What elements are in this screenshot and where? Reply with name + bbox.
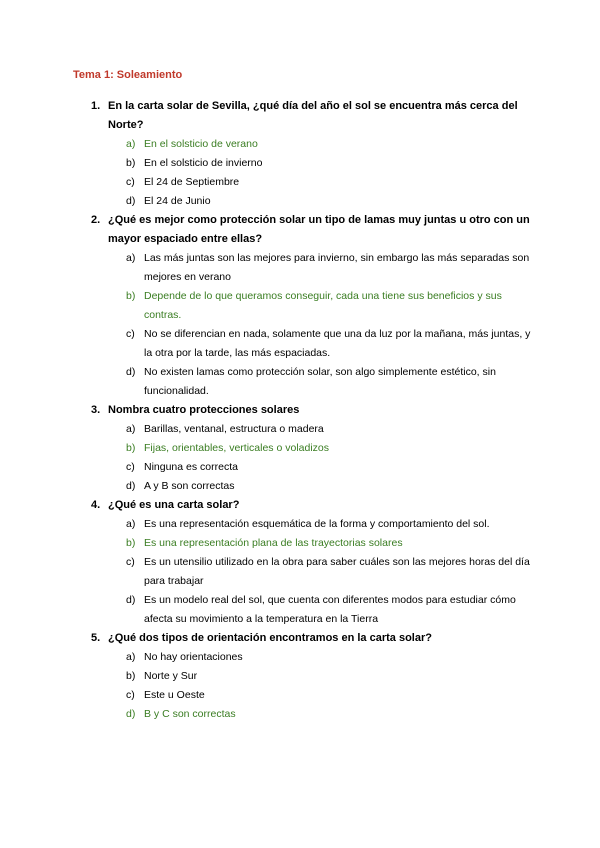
option-letter-wrap: [73, 363, 144, 401]
question-number: 1.: [91, 100, 101, 112]
option-item: [73, 154, 533, 173]
option-letter: c): [126, 556, 135, 568]
option-item: [73, 458, 533, 477]
question-heading: [73, 401, 533, 420]
option-letter-wrap: [73, 325, 144, 363]
question-text: En la carta solar de Sevilla, ¿qué día del año el sol se encuentra más cerca del Norte?: [108, 100, 518, 131]
option-letter-wrap: [73, 458, 144, 477]
option-text: Depende de lo que queramos conseguir, cada una tiene sus beneficios y sus contras.: [144, 290, 502, 321]
option-item-correct: [73, 705, 533, 724]
option-text: No se diferencian en nada, solamente que una da luz por la mañana, más juntas, y la otra por la tarde, las más espaciadas.: [144, 328, 531, 359]
option-letter-wrap: [73, 686, 144, 705]
option-letter: a): [126, 651, 136, 663]
option-item: [73, 553, 533, 591]
option-text: No hay orientaciones: [144, 651, 243, 663]
option-item: [73, 192, 533, 211]
option-text: Es una representación esquemática de la forma y comportamiento del sol.: [144, 518, 490, 530]
question-number: 2.: [91, 214, 101, 226]
question-heading: [73, 211, 533, 249]
question-list: [73, 97, 533, 724]
question-text: Nombra cuatro protecciones solares: [108, 404, 300, 416]
option-item-correct: [73, 135, 533, 154]
option-letter: a): [126, 138, 136, 150]
option-letter: c): [126, 461, 135, 473]
option-letter: c): [126, 328, 135, 340]
option-letter-wrap: [73, 420, 144, 439]
option-letter: d): [126, 195, 136, 207]
option-letter-wrap: [73, 667, 144, 686]
option-list: [73, 515, 533, 629]
option-letter-wrap: [73, 154, 144, 173]
option-letter: a): [126, 423, 136, 435]
option-letter: b): [126, 157, 136, 169]
question-heading: [73, 629, 533, 648]
option-letter-wrap: [73, 287, 144, 325]
option-item: [73, 648, 533, 667]
option-item-correct: [73, 287, 533, 325]
option-letter: b): [126, 290, 136, 302]
option-list: [73, 135, 533, 211]
option-item: [73, 173, 533, 192]
option-letter-wrap: [73, 705, 144, 724]
option-text: Es una representación plana de las trayectorias solares: [144, 537, 403, 549]
option-letter: b): [126, 670, 136, 682]
option-item-correct: [73, 534, 533, 553]
option-letter-wrap: [73, 515, 144, 534]
question-3: [73, 401, 533, 496]
question-4: [73, 496, 533, 629]
question-heading: [73, 496, 533, 515]
option-text: Es un modelo real del sol, que cuenta con diferentes modos para estudiar cómo afecta su movimiento a la temperatura en la Tierra: [144, 594, 516, 625]
option-letter: c): [126, 689, 135, 701]
option-letter-wrap: [73, 135, 144, 154]
option-letter: d): [126, 594, 136, 606]
option-item: [73, 363, 533, 401]
option-letter-wrap: [73, 477, 144, 496]
option-item: [73, 249, 533, 287]
option-text: Ninguna es correcta: [144, 461, 238, 473]
question-number: 5.: [91, 632, 101, 644]
option-text: Este u Oeste: [144, 689, 205, 701]
option-list: [73, 420, 533, 496]
option-letter: b): [126, 442, 136, 454]
question-1: [73, 97, 533, 211]
option-text: No existen lamas como protección solar, son algo simplemente estético, sin funcionalidad.: [144, 366, 496, 397]
option-letter: a): [126, 518, 136, 530]
option-letter: d): [126, 708, 136, 720]
question-text: ¿Qué es mejor como protección solar un tipo de lamas muy juntas u otro con un mayor espaciado entre ellas?: [108, 214, 530, 245]
option-item: [73, 591, 533, 629]
question-number: 3.: [91, 404, 101, 416]
option-letter-wrap: [73, 249, 144, 287]
option-text: En el solsticio de verano: [144, 138, 258, 150]
option-text: El 24 de Septiembre: [144, 176, 240, 188]
option-text: Es un utensilio utilizado en la obra para saber cuáles son las mejores horas del día para trabajar: [144, 556, 530, 587]
option-list: [73, 249, 533, 401]
option-letter: d): [126, 480, 136, 492]
question-2: [73, 211, 533, 401]
option-letter-wrap: [73, 173, 144, 192]
option-letter-wrap: [73, 192, 144, 211]
option-letter-wrap: [73, 534, 144, 553]
option-letter-wrap: [73, 648, 144, 667]
option-letter-wrap: [73, 439, 144, 458]
option-item: [73, 325, 533, 363]
option-letter: b): [126, 537, 136, 549]
option-letter: d): [126, 366, 136, 378]
option-letter: c): [126, 176, 135, 188]
option-text: A y B son correctas: [144, 480, 235, 492]
option-item: [73, 420, 533, 439]
question-text: ¿Qué dos tipos de orientación encontramos en la carta solar?: [108, 632, 432, 644]
option-letter: a): [126, 252, 136, 264]
question-5: [73, 629, 533, 724]
option-item: [73, 477, 533, 496]
option-text: En el solsticio de invierno: [144, 157, 263, 169]
option-list: [73, 648, 533, 724]
question-text: ¿Qué es una carta solar?: [108, 499, 240, 511]
question-heading: [73, 97, 533, 135]
option-item: [73, 686, 533, 705]
page-title: Tema 1: Soleamiento: [73, 69, 183, 81]
option-item: [73, 515, 533, 534]
option-text: Las más juntas son las mejores para invierno, sin embargo las más separadas son mejores en verano: [144, 252, 530, 283]
option-letter-wrap: [73, 591, 144, 629]
option-text: Fijas, orientables, verticales o voladizos: [144, 442, 330, 454]
option-text: B y C son correctas: [144, 708, 236, 720]
option-text: Norte y Sur: [144, 670, 198, 682]
option-text: Barillas, ventanal, estructura o madera: [144, 423, 324, 435]
option-item-correct: [73, 439, 533, 458]
question-number: 4.: [91, 499, 101, 511]
option-text: El 24 de Junio: [144, 195, 211, 207]
option-letter-wrap: [73, 553, 144, 591]
option-item: [73, 667, 533, 686]
